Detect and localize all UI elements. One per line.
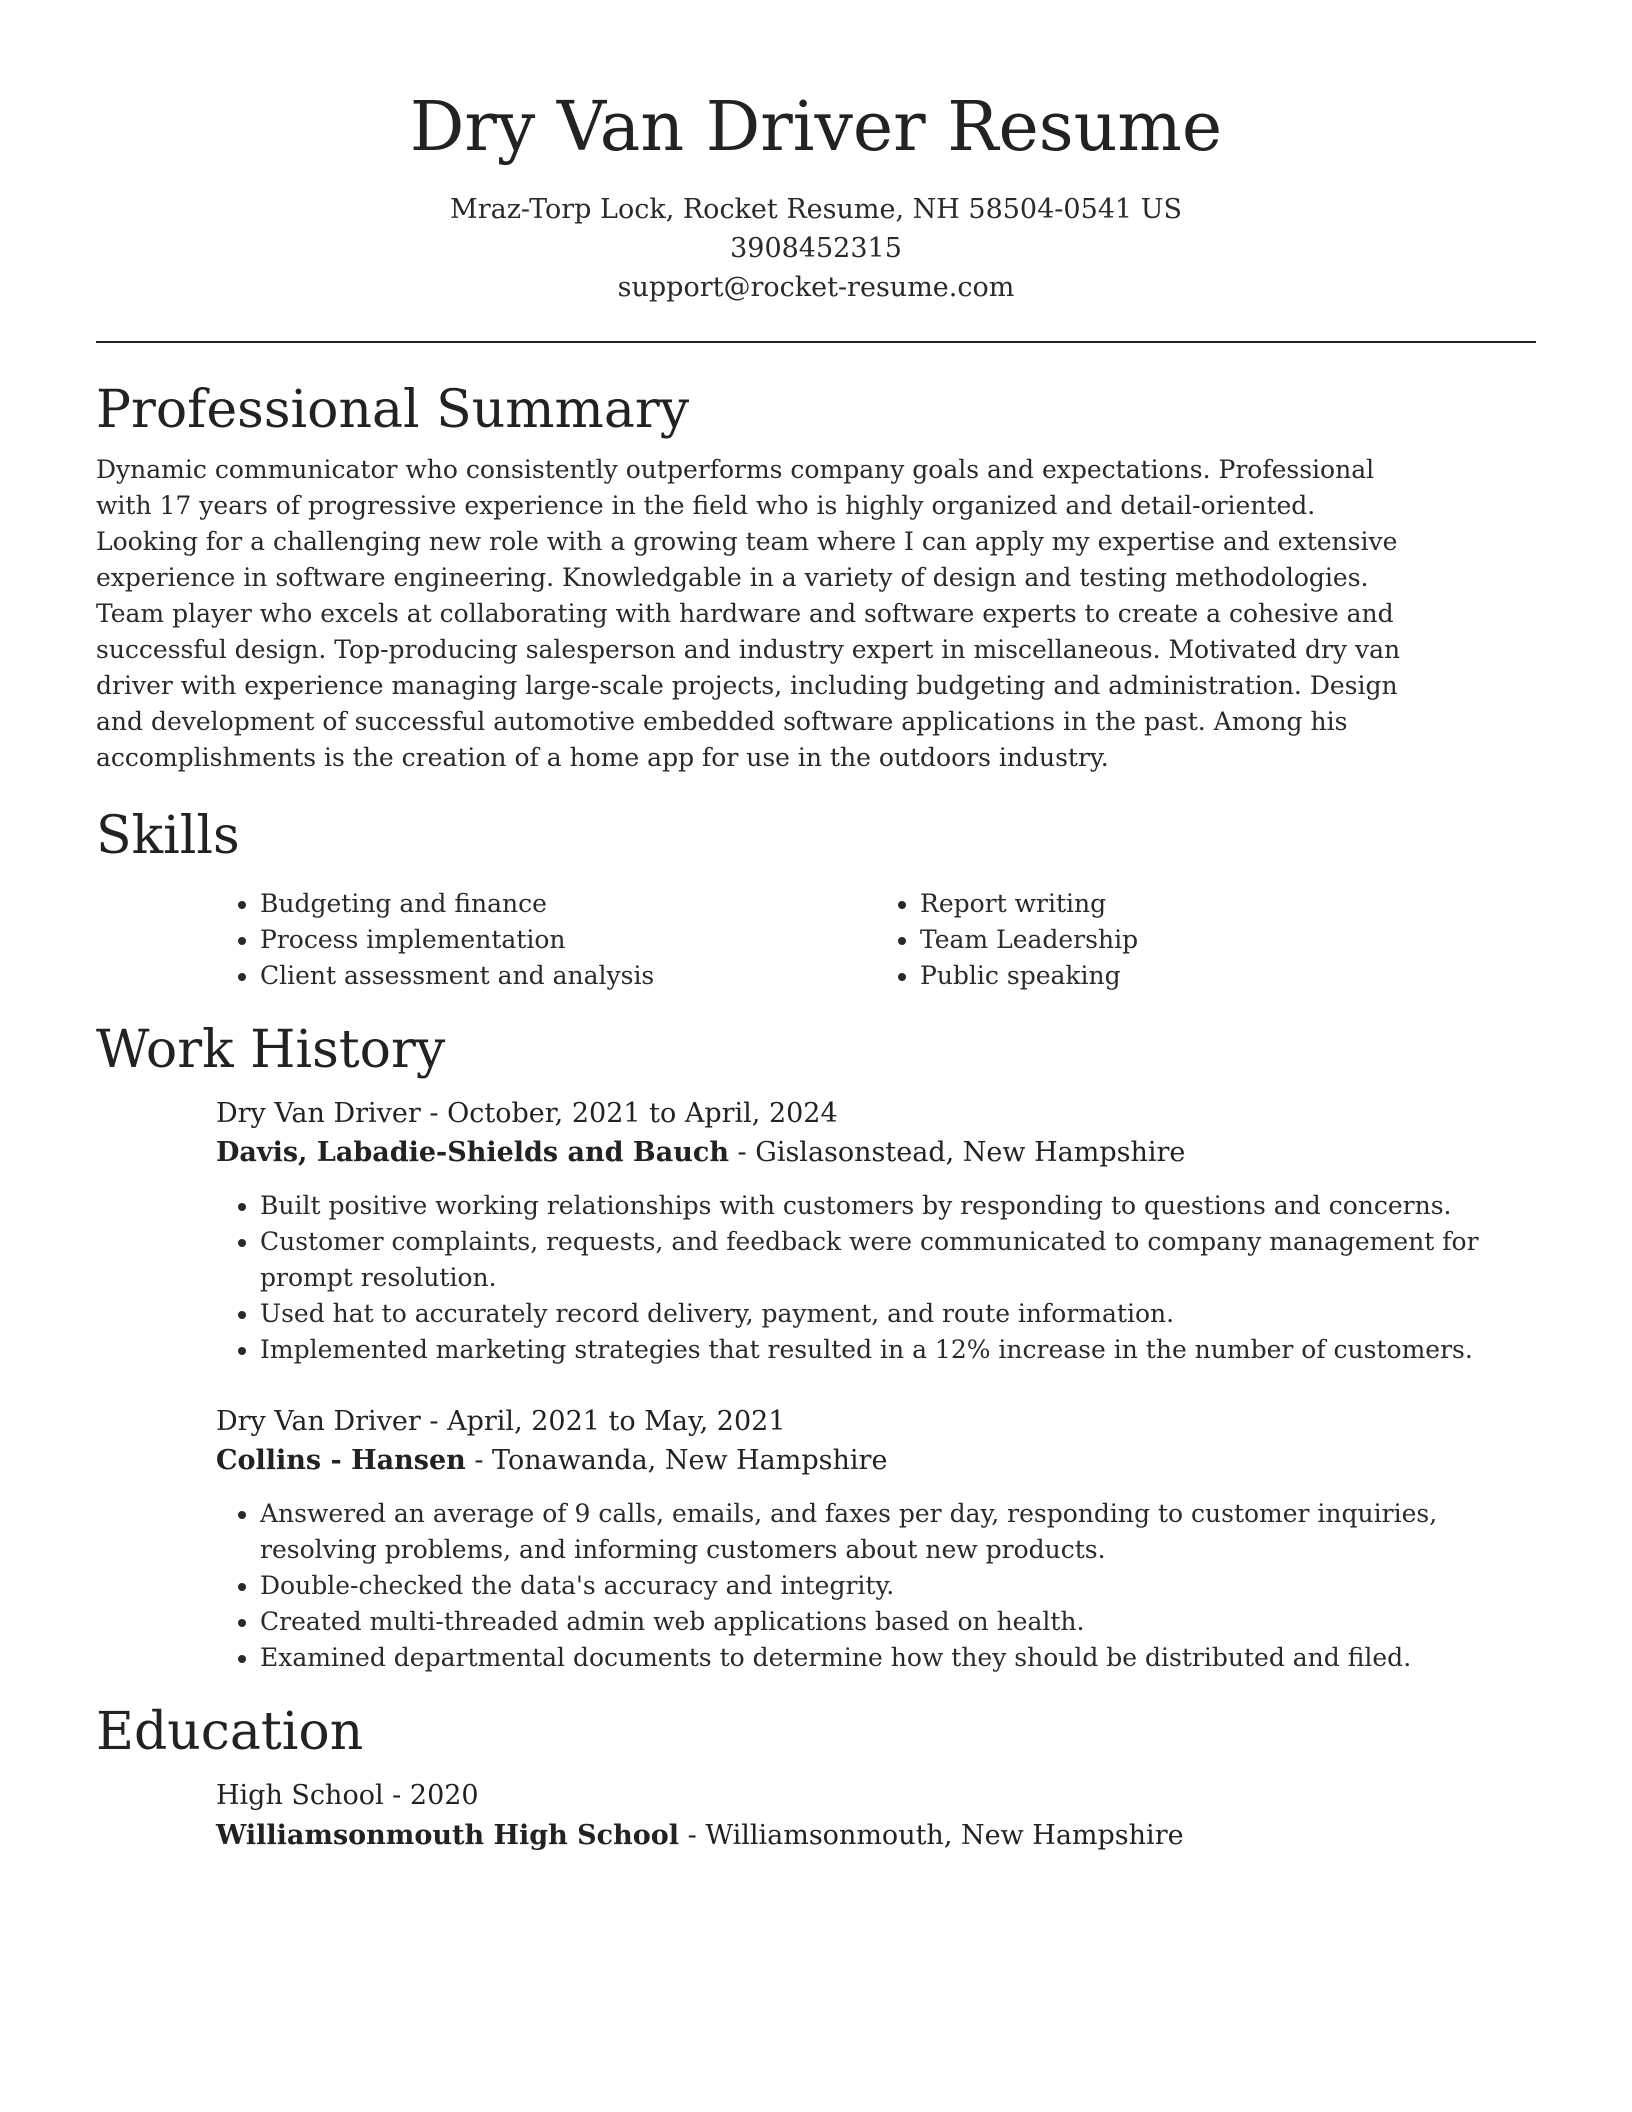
resume-title: Dry Van Driver Resume [409, 88, 1223, 167]
header-divider [96, 341, 1536, 343]
skill-item: • Budgeting and finance [260, 886, 876, 922]
job-company-line: Davis, Labadie-Shields and Bauch - Gislasonstead, New Hampshire [216, 1137, 1186, 1168]
skills-section [96, 804, 1536, 994]
skill-item: • Team Leadership [920, 922, 1536, 958]
skills-left-list [216, 886, 876, 994]
skill-item: • Report writing [920, 886, 1536, 922]
education-degree: High School [216, 1780, 384, 1811]
work-history-section [96, 1018, 1536, 1676]
education-school: Williamsonmouth High School [216, 1820, 680, 1851]
job-title-line: Dry Van Driver - October, 2021 to April, 2024 [216, 1098, 838, 1129]
work-history-list [216, 1094, 1536, 1676]
skill-item: • Process implementation [260, 922, 876, 958]
job-dates: October, 2021 to April, 2024 [447, 1098, 838, 1129]
job-bullet-list [216, 1188, 1536, 1368]
job-company: Collins - Hansen [216, 1445, 466, 1476]
job-entry [216, 1402, 1536, 1676]
contact-phone: 3908452315 [730, 233, 902, 264]
skills-right-list [876, 886, 1536, 994]
work-history-heading: Work History [96, 1020, 446, 1080]
job-bullet: • Double-checked the data's accuracy and integrity. [260, 1568, 1536, 1604]
education-heading: Education [96, 1702, 364, 1762]
education-entry [216, 1776, 1536, 1856]
job-location: Tonawanda, New Hampshire [492, 1445, 888, 1476]
skill-item: • Public speaking [920, 958, 1536, 994]
contact-address: Mraz-Torp Lock, Rocket Resume, NH 58504-0541 US [450, 194, 1182, 225]
summary-text: Dynamic communicator who consistently outperforms company goals and expectations. Professional with 17 years of progressive experience in the field who is highly organized and detail-oriented. Looking for a challenging new role with a growing team where I can apply my expertise and extensive experience in software engineering. Knowledgable in a variety of design and testing methodologies. Team player who excels at collaborating with hardware and software experts to create a cohesive and successful design. Top-producing salesperson and industry expert in miscellaneous. Motivated dry van driver with experience managing large-scale projects, including budgeting and administration. Design and development of successful automotive embedded software applications in the past. Among his accomplishments is the creation of a home app for use in the outdoors industry. [96, 455, 1401, 772]
job-bullet: • Built positive working relationships with customers by responding to questions and concerns. [260, 1188, 1536, 1224]
education-school-line: Williamsonmouth High School - Williamsonmouth, New Hampshire [216, 1820, 1184, 1851]
job-entry [216, 1094, 1536, 1368]
contact-email: support@rocket-resume.com [617, 272, 1015, 303]
job-company-line: Collins - Hansen - Tonawanda, New Hampshire [216, 1445, 888, 1476]
job-bullet: • Implemented marketing strategies that resulted in a 12% increase in the number of customers. [260, 1332, 1536, 1368]
job-title-line: Dry Van Driver - April, 2021 to May, 2021 [216, 1406, 786, 1437]
job-bullet: • Customer complaints, requests, and feedback were communicated to company management for prompt resolution. [260, 1224, 1536, 1296]
job-dates: April, 2021 to May, 2021 [447, 1406, 786, 1437]
education-location: Williamsonmouth, New Hampshire [705, 1820, 1184, 1851]
summary-heading: Professional Summary [96, 380, 690, 440]
resume-header [96, 80, 1536, 307]
skills-grid [216, 886, 1536, 994]
education-section [96, 1700, 1536, 1856]
job-company: Davis, Labadie-Shields and Bauch [216, 1137, 729, 1168]
education-year: 2020 [409, 1780, 479, 1811]
job-location: Gislasonstead, New Hampshire [755, 1137, 1186, 1168]
skill-item: • Client assessment and analysis [260, 958, 876, 994]
education-degree-line: High School - 2020 [216, 1780, 479, 1811]
job-bullet: • Answered an average of 9 calls, emails, and faxes per day, responding to customer inquiries, resolving problems, and informing customers about new products. [260, 1496, 1536, 1568]
job-bullet-list [216, 1496, 1536, 1676]
job-title: Dry Van Driver [216, 1406, 421, 1437]
job-bullet: • Created multi-threaded admin web applications based on health. [260, 1604, 1536, 1640]
job-bullet: • Used hat to accurately record delivery, payment, and route information. [260, 1296, 1536, 1332]
job-bullet: • Examined departmental documents to determine how they should be distributed and filed. [260, 1640, 1536, 1676]
summary-section [96, 378, 1536, 776]
job-title: Dry Van Driver [216, 1098, 421, 1129]
skills-heading: Skills [96, 806, 240, 866]
